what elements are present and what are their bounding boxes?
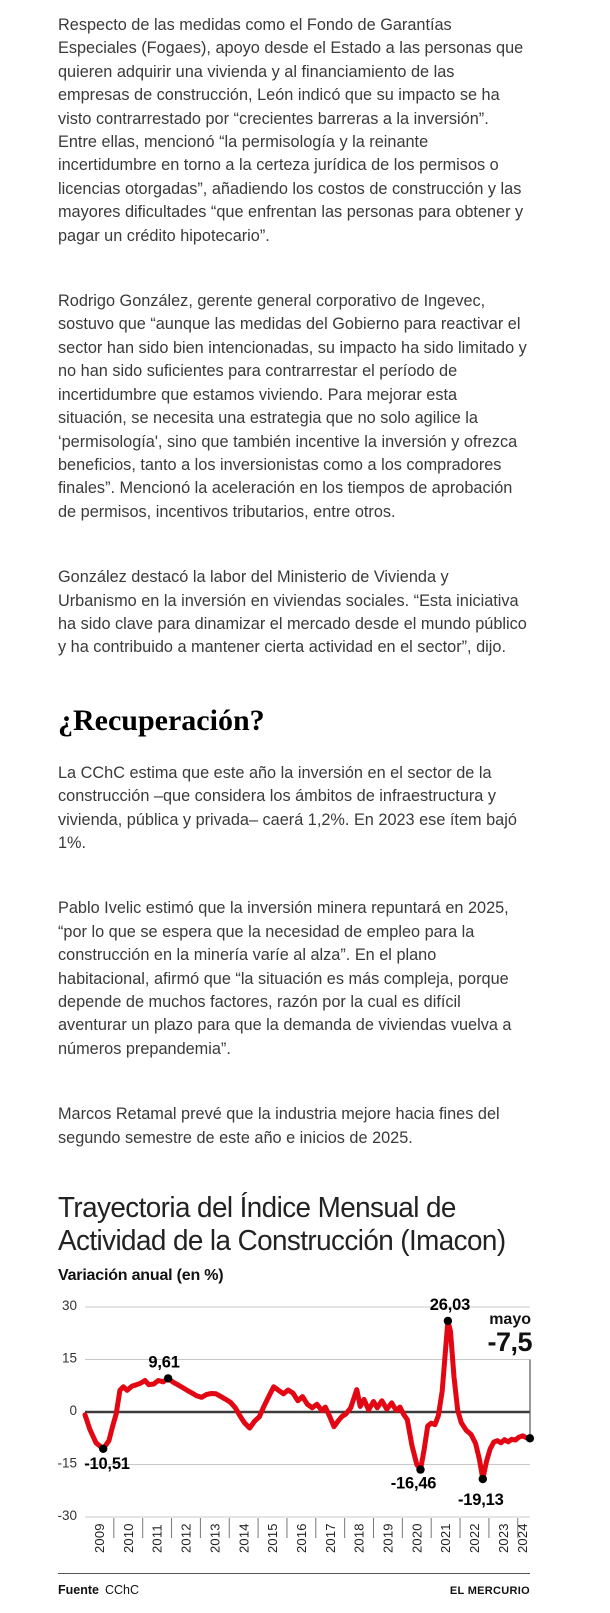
y-axis-tick-label: 0 (69, 1403, 77, 1419)
chart-subtitle: Variación anual (en %) (58, 1267, 224, 1285)
y-axis-tick-label: 30 (61, 1298, 77, 1314)
data-point-marker (99, 1445, 107, 1453)
data-point-label: -16,46 (390, 1474, 437, 1493)
y-axis-tick-label: -30 (57, 1508, 77, 1524)
data-point-label: -10,51 (84, 1454, 130, 1473)
chart-footer (58, 1573, 530, 1597)
x-axis-year-label: 2009 (92, 1523, 107, 1554)
article-paragraph: La CChC estima que este año la inversión en el sector de la construcción –que considera los ámbitos de infraestructura y vivienda, pública y privada– caerá 1,2%. En 2023 ese ítem bajó 1%. (58, 763, 517, 852)
data-point-label: 26,03 (429, 1295, 471, 1314)
y-axis-tick-label: -15 (57, 1455, 77, 1471)
data-point-marker (164, 1374, 172, 1382)
x-axis-year-label: 2018 (351, 1523, 367, 1554)
data-point-marker (526, 1434, 534, 1442)
section-heading: ¿Recuperación? (58, 703, 265, 737)
x-axis-year-label: 2015 (265, 1523, 281, 1554)
article-paragraph: Marcos Retamal prevé que la industria mejore hacia fines del segundo semestre de este año e inicios de 2025. (58, 1105, 500, 1147)
data-point-marker (479, 1475, 487, 1483)
x-axis-year-label: 2013 (207, 1523, 223, 1554)
chart-title (58, 1192, 576, 1258)
data-point-label: 9,61 (148, 1353, 180, 1372)
x-axis-year-label: 2014 (236, 1523, 252, 1554)
x-axis-year-label: 2010 (120, 1523, 136, 1554)
source-label: Fuente (58, 1583, 99, 1598)
article-paragraph: Rodrigo González, gerente general corporativo de Ingevec, sostuvo que “aunque las medidas del Gobierno para reactivar el sector han sido bien intencionadas, su impacto ha sido limitado y no han sido suficientes para contrarrestar el período de incertidumbre que estamos viviendo. Para mejorar esta situación, se necesita una estrategia que no solo agilice la ‘permisología', sino que también incentive la inversión y ofrezca beneficios, tanto a los inversionistas como a los compradores finales”. Mencionó la aceleración en los tiempos de aprobación de permisos, incentivos tributarios, entre otros. (58, 292, 527, 521)
x-axis-year-label: 2020 (409, 1523, 425, 1554)
latest-month-label: mayo (489, 1311, 531, 1329)
x-axis-year-label: 2011 (149, 1524, 165, 1554)
x-axis-year-label: 2021 (438, 1523, 454, 1554)
chart-source (58, 1583, 139, 1597)
x-axis-year-label: 2024 (515, 1523, 530, 1554)
x-axis-year-label: 2012 (178, 1523, 194, 1554)
x-axis-year-label: 2023 (495, 1523, 511, 1554)
imacon-chart-figure (0, 1192, 610, 1597)
article-paragraph: Respecto de las medidas como el Fondo de Garantías Especiales (Fogaes), apoyo desde el Estado a las personas que quieren adquirir una vivienda y al financiamiento de las empresas de construcción, León indicó que su impacto se ha visto contrarrestado por “crecientes barreras a la inversión”. Entre ellas, mencionó “la permisología y la reinante incertidumbre en torno a la certeza jurídica de los permisos o licencias otorgadas”, añadiendo los costos de construcción y las mayores dificultades “que enfrentan las personas para obtener y pagar un crédito hipotecario”. (58, 16, 524, 245)
x-axis-year-label: 2022 (467, 1523, 483, 1554)
data-point-label: -19,13 (458, 1491, 504, 1510)
chart-title-line1: Trayectoria del Índice Mensual de (58, 1192, 456, 1225)
credit-brand: EL MERCURIO (449, 1585, 530, 1598)
imacon-line (85, 1321, 530, 1479)
data-point-marker (416, 1465, 424, 1473)
x-axis-year-label: 2017 (322, 1523, 338, 1554)
chart-title-line2: Actividad de la Construcción (Imacon) (58, 1225, 506, 1258)
data-point-marker (444, 1317, 452, 1325)
y-axis-tick-label: 15 (61, 1350, 77, 1366)
source-value: CChC (104, 1583, 140, 1598)
x-axis-year-label: 2019 (380, 1523, 396, 1554)
latest-value-label: -7,5 (487, 1327, 532, 1358)
article-paragraph: González destacó la labor del Ministerio de Vivienda y Urbanismo en la inversión en viviendas sociales. “Esta iniciativa ha sido clave para dinamizar el mercado desde el mundo público y ha contribuido a mantener cierta actividad en el sector”, dijo. (58, 568, 527, 657)
imacon-line-chart (0, 1291, 610, 1559)
x-axis-year-label: 2016 (293, 1523, 309, 1554)
article-paragraph: Pablo Ivelic estimó que la inversión minera repuntará en 2025, “por lo que se espera que la necesidad de empleo para la construcción en la minería varíe al alza”. En el plano habitacional, afirmó que “la situación es más compleja, porque depende de muchos factores, razón por la cual es difícil aventurar un plazo para que la demanda de viviendas vuelva a números prepandemia”. (58, 899, 512, 1058)
